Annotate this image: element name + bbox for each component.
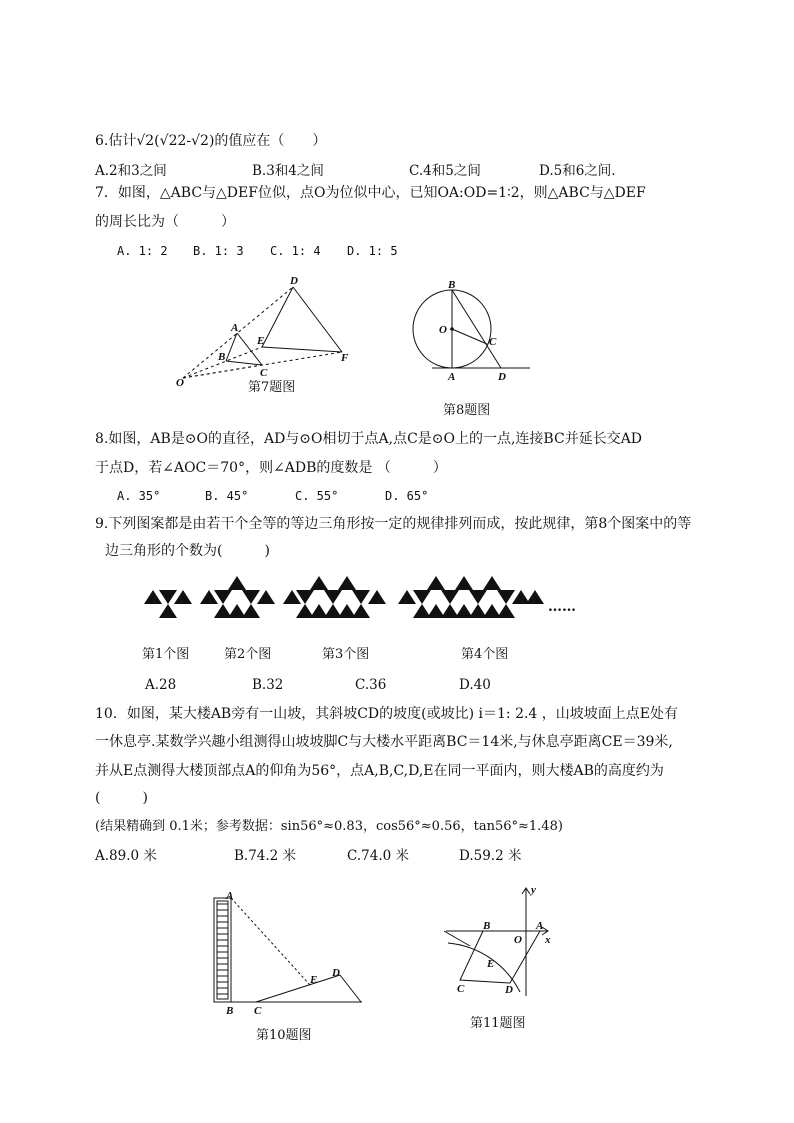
q7-label-E: E xyxy=(257,335,265,347)
q10-label-D: D xyxy=(332,967,340,979)
q6-option-c: C.4和5之间 xyxy=(409,163,481,179)
q10-option-c: C.74.0 米 xyxy=(347,848,409,864)
q6-option-a: A.2和3之间 xyxy=(95,163,167,179)
q10-label-C: C xyxy=(254,1005,262,1017)
q7-stem-line1: 7．如图，△ABC与△DEF位似，点O为位似中心，已知OA:OD=1∶2，则△ABC与△DEF xyxy=(95,185,646,201)
q9-stem-line2: 边三角形的个数为( ) xyxy=(105,543,270,559)
q10-label-A: A xyxy=(226,890,234,902)
q7-option-d: D. 1: 5 xyxy=(347,244,398,258)
q9-caption-4: 第4个图 xyxy=(461,647,509,662)
q9-caption-2: 第2个图 xyxy=(224,647,272,662)
q9-caption-3: 第3个图 xyxy=(322,647,370,662)
q11-label-C: C xyxy=(457,983,465,995)
q6-option-d: D.5和6之间. xyxy=(539,163,616,179)
q8-caption: 第8题图 xyxy=(443,403,491,418)
q8-option-b: B. 45° xyxy=(205,489,249,503)
q11-caption: 第11题图 xyxy=(470,1016,526,1031)
q8-option-c: C. 55° xyxy=(295,489,339,503)
q9-caption-1: 第1个图 xyxy=(142,647,190,662)
q10-note: (结果精确到 0.1米；参考数据：sin56°≈0.83，cos56°≈0.56，tan56°≈1.48) xyxy=(95,819,563,834)
q7-label-F: F xyxy=(341,352,349,364)
q8-option-a: A. 35° xyxy=(117,489,161,503)
q10-option-b: B.74.2 米 xyxy=(234,848,297,864)
q10-stem-line4: ( ) xyxy=(95,790,148,806)
q8-option-d: D. 65° xyxy=(385,489,429,503)
q11-label-x: x xyxy=(545,934,551,946)
q8-label-D: D xyxy=(498,371,506,383)
q9-option-c: C.36 xyxy=(355,677,387,693)
q10-option-a: A.89.0 米 xyxy=(95,848,157,864)
q8-label-C: C xyxy=(489,336,497,348)
q7-label-B: B xyxy=(218,351,226,363)
q11-label-D: D xyxy=(505,984,513,996)
q8-label-O: O xyxy=(439,324,447,336)
q6-stem: 6.估计√2(√22-√2)的值应在（ ） xyxy=(95,133,327,149)
q8-label-A: A xyxy=(448,371,456,383)
q8-label-B: B xyxy=(448,279,456,291)
q9-option-a: A.28 xyxy=(145,677,177,693)
q7-label-C: C xyxy=(260,367,268,379)
q7-stem-line2: 的周长比为（ ） xyxy=(95,214,235,230)
q10-caption: 第10题图 xyxy=(256,1028,312,1043)
q7-option-b: B. 1: 3 xyxy=(193,244,244,258)
q7-option-c: C. 1: 4 xyxy=(270,244,321,258)
q10-label-B: B xyxy=(226,1005,234,1017)
q9-option-d: D.40 xyxy=(459,677,491,693)
q11-label-A: A xyxy=(536,920,544,932)
q10-stem-line1: 10．如图，某大楼AB旁有一山坡，其斜坡CD的坡度(或坡比) i＝1: 2.4 ，山坡坡面上点E处有 xyxy=(95,706,679,722)
q7-label-D: D xyxy=(290,275,298,287)
q7-caption: 第7题图 xyxy=(248,380,296,395)
q9-stem-line1: 9.下列图案都是由若干个全等的等边三角形按一定的规律排列而成，按此规律，第8个图案中的等 xyxy=(95,516,692,532)
q7-option-a: A. 1: 2 xyxy=(117,244,168,258)
q7-label-O: O xyxy=(176,377,184,389)
q8-stem-line2: 于点D，若∠AOC＝70°，则∠ADB的度数是 （ ） xyxy=(95,460,447,476)
q9-dots: …… xyxy=(548,599,576,615)
q10-label-E: E xyxy=(310,974,318,986)
q6-option-b: B.3和4之间 xyxy=(252,163,324,179)
q10-stem-line3: 并从E点测得大楼顶部点A的仰角为56°，点A,B,C,D,E在同一平面内，则大楼AB的高度约为 xyxy=(95,763,664,779)
q11-label-O: O xyxy=(514,934,522,946)
q11-label-E: E xyxy=(487,958,495,970)
q8-stem-line1: 8.如图，AB是⊙O的直径，AD与⊙O相切于点A,点C是⊙O上的一点,连接BC并延长交AD xyxy=(95,431,643,447)
q10-stem-line2: 一休息亭.某数学兴趣小组测得山坡坡脚C与大楼水平距离BC＝14米,与休息亭距离CE＝39米, xyxy=(95,734,673,750)
q9-option-b: B.32 xyxy=(252,677,284,693)
q7-label-A: A xyxy=(231,322,239,334)
q11-label-y: y xyxy=(531,884,536,896)
q11-label-B: B xyxy=(483,920,491,932)
q10-option-d: D.59.2 米 xyxy=(459,848,522,864)
